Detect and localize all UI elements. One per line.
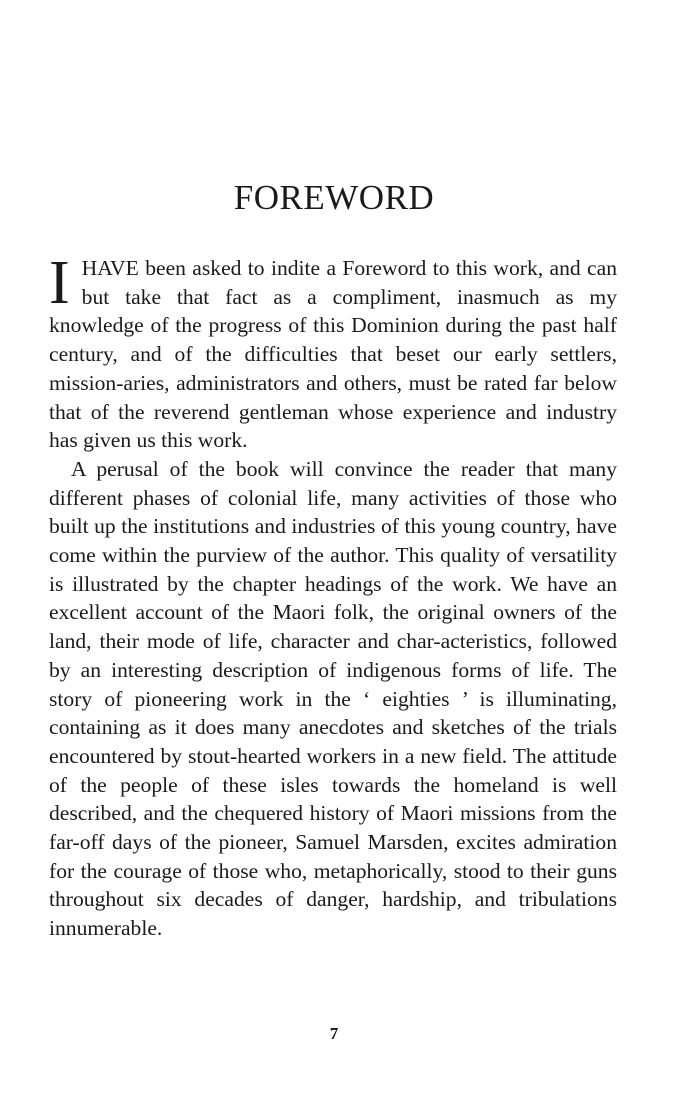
chapter-title: FOREWORD	[233, 178, 435, 217]
foreword-body	[49, 249, 617, 943]
paragraph-first	[49, 249, 617, 455]
paragraph-second: A perusal of the book will convince the reader that many different phases of colonial life, many activities of those who built up the institutions and industries of this young country, have come within the purview of the author. This quality of versatility is illustrated by the chapter headings of the work. We have an excellent account of the Maori folk, the original owners of the land, their mode of life, character and char-acteristics, followed by an interesting description of indigenous forms of life. The story of pioneering work in the ‘ eighties ’ is illuminating, containing as it does many anecdotes and sketches of the trials encountered by stout-hearted workers in a new field. The attitude of the people of these isles towards the homeland is well described, and the chequered history of Maori missions from the far-off days of the pioneer, Samuel Marsden, excites admiration for the courage of those who, metaphorically, stood to their guns throughout six decades of danger, hardship, and tribulations innumerable.	[49, 456, 617, 941]
paragraph-first-text: HAVE been asked to indite a Foreword to this work, and can but take that fact as a compliment, inasmuch as my knowledge of the progress of this Dominion during the past half century, and of the difficulties that beset our early settlers, mission-aries, administrators and others, must be rated far below that of the reverend gentleman whose experience and industry has given us this work.	[49, 256, 617, 453]
drop-cap: I	[49, 249, 70, 317]
page-number: 7	[329, 1024, 339, 1043]
